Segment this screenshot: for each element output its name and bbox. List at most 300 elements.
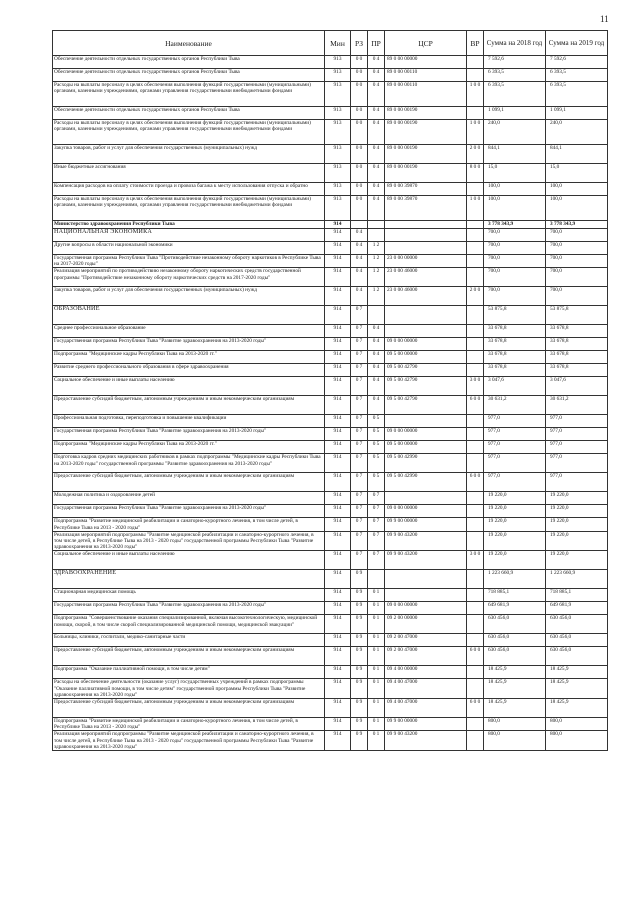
row-pr: 0 4 [368,145,385,164]
row-csr: 09 9 00 00000 [385,518,467,531]
row-vr [467,570,484,589]
row-sum-2019: 844,1 [546,145,608,164]
row-min: 914 [325,473,351,492]
row-rz: 0 0 [351,196,368,221]
row-sum-2018: 18 425,9 [484,699,546,718]
row-pr: 0 1 [368,718,385,731]
row-rz: 0 7 [351,338,368,351]
row-sum-2018: 700,0 [484,242,546,255]
row-name: Подпрограмма "Развитие медицинской реабилитации и санаторно-курортного лечения, в том числе детей, в Республике Тыва на 2013 - 2020 годы" [53,518,325,531]
row-sum-2018: 100,0 [484,196,546,221]
row-pr: 0 4 [368,325,385,338]
row-rz: 0 4 [351,255,368,268]
row-sum-2019: 6 393,5 [546,82,608,107]
row-name: Стационарная медицинская помощь [53,589,325,602]
row-min: 913 [325,120,351,145]
row-vr: 8 0 0 [467,164,484,183]
row-pr: 0 4 [368,56,385,69]
row-sum-2018: 7 592,6 [484,56,546,69]
row-vr: 1 0 0 [467,82,484,107]
row-rz: 0 7 [351,551,368,570]
row-rz: 0 9 [351,570,368,589]
table-row [53,196,608,221]
row-pr: 0 1 [368,699,385,718]
budget-table [52,30,608,751]
header-rz: РЗ [351,31,368,56]
row-min: 914 [325,242,351,255]
table-row [53,731,608,751]
row-vr: 1 0 0 [467,196,484,221]
row-min: 914 [325,505,351,518]
row-name: Обеспечение деятельности отдельных государственных органов Республики Тыва [53,69,325,82]
row-csr: 09 5 00 42990 [385,454,467,473]
row-pr: 0 5 [368,441,385,454]
row-pr: 0 4 [368,120,385,145]
row-sum-2019: 6 393,5 [546,69,608,82]
row-name: Развитие среднего профессионального образования в сфере здравоохранения [53,364,325,377]
row-rz: 0 9 [351,647,368,666]
table-row [53,647,608,666]
row-rz: 0 7 [351,473,368,492]
row-csr: 89 0 00 00110 [385,82,467,107]
row-sum-2019: 977,0 [546,441,608,454]
row-csr: 09 5 00 42990 [385,473,467,492]
row-min: 914 [325,518,351,531]
row-min: 914 [325,570,351,589]
row-pr: 0 4 [368,82,385,107]
table-row [53,255,608,268]
row-vr [467,56,484,69]
row-vr [467,364,484,377]
row-pr: 0 1 [368,634,385,647]
row-min: 914 [325,602,351,615]
row-min: 913 [325,107,351,120]
row-rz: 0 7 [351,505,368,518]
table-row [53,364,608,377]
row-csr: 09 9 00 43200 [385,531,467,551]
row-pr: 0 4 [368,196,385,221]
page-number: 11 [600,14,609,24]
row-vr [467,325,484,338]
row-min: 914 [325,699,351,718]
row-rz: 0 7 [351,531,368,551]
row-rz: 0 0 [351,107,368,120]
row-sum-2019: 33 678,8 [546,338,608,351]
row-pr: 0 4 [368,164,385,183]
row-csr [385,415,467,428]
row-vr [467,255,484,268]
row-sum-2019: 977,0 [546,415,608,428]
row-rz [351,221,368,229]
row-rz: 0 9 [351,731,368,751]
row-rz: 0 9 [351,634,368,647]
row-name: ОБРАЗОВАНИЕ [53,306,325,325]
row-vr: 6 0 0 [467,473,484,492]
row-rz: 0 9 [351,615,368,634]
row-name: Предоставление субсидий бюджетным, автономным учреждениям и иным некоммерческим организациям [53,473,325,492]
row-rz: 0 9 [351,589,368,602]
row-name: Закупка товаров, работ и услуг для обеспечения государственных (муниципальных) нужд [53,145,325,164]
row-csr [385,242,467,255]
row-csr: 09 2 00 00000 [385,615,467,634]
row-vr [467,428,484,441]
row-name: Подпрограмма "Оказание паллиативной помощи, в том числе детям" [53,666,325,679]
row-rz: 0 7 [351,306,368,325]
row-sum-2019: 700,0 [546,229,608,242]
row-name: Предоставление субсидий бюджетным, автономным учреждениям и иным некоммерческим организациям [53,647,325,666]
row-min: 914 [325,221,351,229]
row-csr: 09 5 00 00000 [385,351,467,364]
row-vr [467,679,484,699]
table-row [53,492,608,505]
row-rz: 0 7 [351,364,368,377]
row-min: 914 [325,718,351,731]
row-sum-2018: 19 220,0 [484,531,546,551]
row-min: 913 [325,145,351,164]
row-pr: 1 2 [368,268,385,287]
row-rz: 0 0 [351,120,368,145]
row-vr [467,718,484,731]
row-csr: 09 5 00 42790 [385,364,467,377]
row-sum-2019: 1 099,1 [546,107,608,120]
row-vr [467,731,484,751]
row-csr: 89 0 00 00000 [385,56,467,69]
table-row [53,666,608,679]
row-min: 914 [325,589,351,602]
row-csr [385,589,467,602]
table-row [53,338,608,351]
row-sum-2018: 700,0 [484,287,546,306]
row-csr [385,325,467,338]
row-name: Подготовка кадров средних медицинских работников в рамках подпрограммы "Медицинские кадры Республики Тыва на 2013-2020 годы" государственной программы "Развитие здравоохранения на 2013-2020 годы" [53,454,325,473]
row-vr [467,221,484,229]
row-name: Расходы на выплаты персоналу в целях обеспечения выполнения функций государственными (муниципальными) органами, казенными учреждениями, органами управления государственными внебюджетными фондами [53,196,325,221]
row-name: Закупка товаров, работ и услуг для обеспечения государственных (муниципальных) нужд [53,287,325,306]
row-sum-2018: 30 631,2 [484,396,546,415]
row-min: 914 [325,229,351,242]
table-row [53,428,608,441]
row-pr: 0 4 [368,396,385,415]
row-pr [368,229,385,242]
row-min: 914 [325,551,351,570]
table-row [53,634,608,647]
row-name: Компенсация расходов на оплату стоимости проезда и провоза багажа к месту использования отпуска и обратно [53,183,325,196]
row-csr: 09 5 00 42790 [385,396,467,415]
row-vr: 6 0 0 [467,396,484,415]
row-min: 914 [325,338,351,351]
row-csr: 09 4 00 47000 [385,699,467,718]
row-sum-2018: 700,0 [484,255,546,268]
table-row [53,551,608,570]
row-csr: 23 0 00 46000 [385,268,467,287]
row-sum-2018: 19 220,0 [484,505,546,518]
row-csr: 09 5 00 42790 [385,377,467,396]
table-row [53,718,608,731]
row-pr [368,221,385,229]
row-sum-2018: 15,0 [484,164,546,183]
row-sum-2018: 53 875,8 [484,306,546,325]
table-row [53,454,608,473]
table-row [53,602,608,615]
row-name: ЗДРАВООХРАНЕНИЕ [53,570,325,589]
row-sum-2019: 100,0 [546,183,608,196]
row-csr [385,221,467,229]
row-vr [467,229,484,242]
row-sum-2018: 19 220,0 [484,551,546,570]
row-pr: 0 1 [368,615,385,634]
row-name: НАЦИОНАЛЬНАЯ ЭКОНОМИКА [53,229,325,242]
row-pr: 0 7 [368,551,385,570]
row-sum-2018: 977,0 [484,415,546,428]
row-min: 913 [325,69,351,82]
row-rz: 0 4 [351,268,368,287]
row-sum-2019: 18 425,9 [546,666,608,679]
row-pr: 1 2 [368,242,385,255]
row-csr: 09 0 00 00000 [385,602,467,615]
row-name: Подпрограмма "Совершенствование оказания специализированной, включая высокотехнологическую, медицинской помощи, скорой, в том числе скорой специализированной медицинской помощи, медицинской эвакуации" [53,615,325,634]
table-row [53,183,608,196]
table-header-row [53,31,608,56]
row-vr: 6 0 0 [467,699,484,718]
row-name: Государственная программа Республики Тыва "Развитие здравоохранения на 2013-2020 годы" [53,338,325,351]
row-name: Расходы на выплаты персоналу в целях обеспечения выполнения функций государственными (муниципальными) органами, казенными учреждениями, органами управления государственными внебюджетными фондами [53,82,325,107]
row-min: 913 [325,82,351,107]
row-sum-2018: 977,0 [484,428,546,441]
row-sum-2018: 977,0 [484,441,546,454]
row-sum-2018: 100,0 [484,183,546,196]
row-rz: 0 0 [351,82,368,107]
header-min: Мин [325,31,351,56]
row-vr: 3 0 0 [467,377,484,396]
row-sum-2018: 718 885,1 [484,589,546,602]
row-sum-2019: 18 425,9 [546,699,608,718]
table-row [53,615,608,634]
row-csr [385,229,467,242]
row-sum-2018: 6 393,5 [484,69,546,82]
table-row [53,473,608,492]
row-pr: 0 4 [368,338,385,351]
table-row [53,268,608,287]
row-name: Социальное обеспечение и иные выплаты населению [53,551,325,570]
row-vr: 2 0 0 [467,287,484,306]
row-sum-2018: 700,0 [484,268,546,287]
row-pr: 0 5 [368,428,385,441]
row-min: 914 [325,531,351,551]
row-pr: 0 7 [368,531,385,551]
row-vr [467,531,484,551]
row-sum-2018: 977,0 [484,473,546,492]
row-name: Министерство здравоохранения Республики Тыва [53,221,325,229]
table-row [53,56,608,69]
row-vr [467,415,484,428]
row-rz: 0 7 [351,415,368,428]
row-rz: 0 9 [351,602,368,615]
row-vr [467,268,484,287]
row-rz: 0 7 [351,428,368,441]
header-sum-2018: Сумма на 2018 год [484,31,546,56]
row-csr: 09 2 00 47000 [385,634,467,647]
row-min: 914 [325,351,351,364]
row-rz: 0 0 [351,69,368,82]
row-name: Расходы на обеспечение деятельности (оказание услуг) государственных учреждений в рамках подпрограммы "Оказание паллиативной помощи, в том числе детям" государственной программы Республики Тыва "Развитие здравоохранения на 2013-2020 годы" [53,679,325,699]
row-rz: 0 0 [351,145,368,164]
row-csr: 89 0 00 39870 [385,183,467,196]
header-name: Наименование [53,31,325,56]
row-pr: 0 7 [368,492,385,505]
row-rz: 0 7 [351,396,368,415]
table-row [53,505,608,518]
row-sum-2018: 33 678,8 [484,325,546,338]
table-row [53,377,608,396]
row-pr: 0 4 [368,377,385,396]
row-sum-2019: 15,0 [546,164,608,183]
row-csr: 09 0 00 00000 [385,428,467,441]
row-sum-2018: 977,0 [484,454,546,473]
row-vr: 1 0 0 [467,120,484,145]
row-rz: 0 7 [351,441,368,454]
row-csr: 89 0 00 00190 [385,145,467,164]
row-sum-2019: 800,0 [546,731,608,751]
row-name: Расходы на выплаты персоналу в целях обеспечения выполнения функций государственными (муниципальными) органами, казенными учреждениями, органами управления государственными внебюджетными фондами [53,120,325,145]
row-sum-2019: 100,0 [546,196,608,221]
row-sum-2018: 240,0 [484,120,546,145]
table-row [53,351,608,364]
row-sum-2019: 18 425,9 [546,679,608,699]
row-vr [467,602,484,615]
header-pr: ПР [368,31,385,56]
row-name: Реализация мероприятий подпрограммы "Развитие медицинской реабилитации и санаторно-курортного лечения, в том числе детей, в Республике Тыва на 2013 - 2020 годы" государственной программы Республики Тыва "Развитие здравоохранения на 2013-2020 годы" [53,731,325,751]
row-sum-2019: 30 631,2 [546,396,608,415]
table-row [53,229,608,242]
row-rz: 0 9 [351,699,368,718]
row-vr [467,306,484,325]
row-sum-2019: 800,0 [546,718,608,731]
row-pr: 0 5 [368,473,385,492]
row-csr: 89 0 00 00190 [385,120,467,145]
row-csr [385,570,467,589]
row-csr: 89 0 00 00190 [385,107,467,120]
row-sum-2018: 630 456,0 [484,615,546,634]
row-pr [368,570,385,589]
row-sum-2018: 19 220,0 [484,492,546,505]
row-sum-2018: 649 681,9 [484,602,546,615]
row-min: 914 [325,647,351,666]
row-min: 914 [325,454,351,473]
row-pr: 0 1 [368,679,385,699]
row-pr: 0 1 [368,731,385,751]
row-min: 914 [325,634,351,647]
row-rz: 0 7 [351,325,368,338]
row-rz: 0 7 [351,518,368,531]
row-csr: 23 0 00 46000 [385,287,467,306]
row-sum-2019: 718 885,1 [546,589,608,602]
header-csr: ЦСР [385,31,467,56]
row-vr [467,338,484,351]
table-row [53,518,608,531]
row-csr: 09 9 00 43200 [385,551,467,570]
row-pr: 0 1 [368,666,385,679]
table-row [53,325,608,338]
row-sum-2019: 19 220,0 [546,505,608,518]
row-sum-2018: 6 393,5 [484,82,546,107]
table-row [53,82,608,107]
row-sum-2018: 33 678,8 [484,364,546,377]
row-csr: 09 0 00 00000 [385,505,467,518]
table-row [53,699,608,718]
row-rz: 0 4 [351,229,368,242]
row-pr: 0 7 [368,518,385,531]
row-csr: 09 9 00 43200 [385,731,467,751]
row-csr [385,492,467,505]
row-sum-2018: 3 778 343,9 [484,221,546,229]
row-vr [467,634,484,647]
row-vr: 2 0 0 [467,145,484,164]
row-name: Реализация мероприятий по противодействию незаконному обороту наркотических средств государственной программы "Противодействие незаконному обороту наркотических средств на 2017-2020 годы" [53,268,325,287]
row-min: 913 [325,56,351,69]
row-min: 914 [325,428,351,441]
row-rz: 0 9 [351,679,368,699]
row-sum-2019: 700,0 [546,255,608,268]
row-vr [467,183,484,196]
row-sum-2018: 844,1 [484,145,546,164]
row-rz: 0 7 [351,454,368,473]
row-name: Подпрограмма "Медицинские кадры Республики Тыва на 2013-2020 гг." [53,441,325,454]
row-csr: 09 2 00 47000 [385,647,467,666]
row-min: 913 [325,164,351,183]
row-pr: 0 4 [368,69,385,82]
row-sum-2019: 3 778 343,9 [546,221,608,229]
row-sum-2018: 18 425,9 [484,666,546,679]
row-name: Предоставление субсидий бюджетным, автономным учреждениям и иным некоммерческим организациям [53,699,325,718]
row-sum-2019: 630 456,0 [546,634,608,647]
row-sum-2018: 630 456,0 [484,647,546,666]
row-sum-2018: 800,0 [484,731,546,751]
row-min: 914 [325,666,351,679]
table-row [53,69,608,82]
row-pr: 0 7 [368,505,385,518]
row-sum-2018: 700,0 [484,229,546,242]
row-sum-2018: 1 099,1 [484,107,546,120]
row-min: 914 [325,287,351,306]
row-sum-2019: 977,0 [546,428,608,441]
row-pr: 0 4 [368,364,385,377]
row-rz: 0 0 [351,183,368,196]
row-sum-2019: 53 875,8 [546,306,608,325]
row-name: Иные бюджетные ассигнования [53,164,325,183]
row-pr: 0 1 [368,647,385,666]
table-row [53,415,608,428]
table-row [53,107,608,120]
row-csr [385,306,467,325]
row-min: 914 [325,377,351,396]
row-csr: 09 4 00 00000 [385,666,467,679]
row-sum-2019: 19 220,0 [546,531,608,551]
row-name: Реализация мероприятий подпрограммы "Развитие медицинской реабилитации и санаторно-курортного лечения, в том числе детей, в Республике Тыва на 2013 - 2020 годы" государственной программы Республики Тыва "Развитие здравоохранения на 2013-2020 годы" [53,531,325,551]
row-rz: 0 9 [351,718,368,731]
row-sum-2019: 19 220,0 [546,492,608,505]
row-vr [467,454,484,473]
row-name: Государственная программа Республики Тыва "Развитие здравоохранения на 2013-2020 годы" [53,505,325,518]
row-rz: 0 4 [351,242,368,255]
row-sum-2018: 33 678,8 [484,351,546,364]
row-vr [467,615,484,634]
row-rz: 0 0 [351,164,368,183]
row-sum-2019: 19 220,0 [546,518,608,531]
row-name: Молодежная политика и оздоровление детей [53,492,325,505]
row-rz: 0 0 [351,56,368,69]
row-min: 914 [325,492,351,505]
row-sum-2019: 3 047,6 [546,377,608,396]
